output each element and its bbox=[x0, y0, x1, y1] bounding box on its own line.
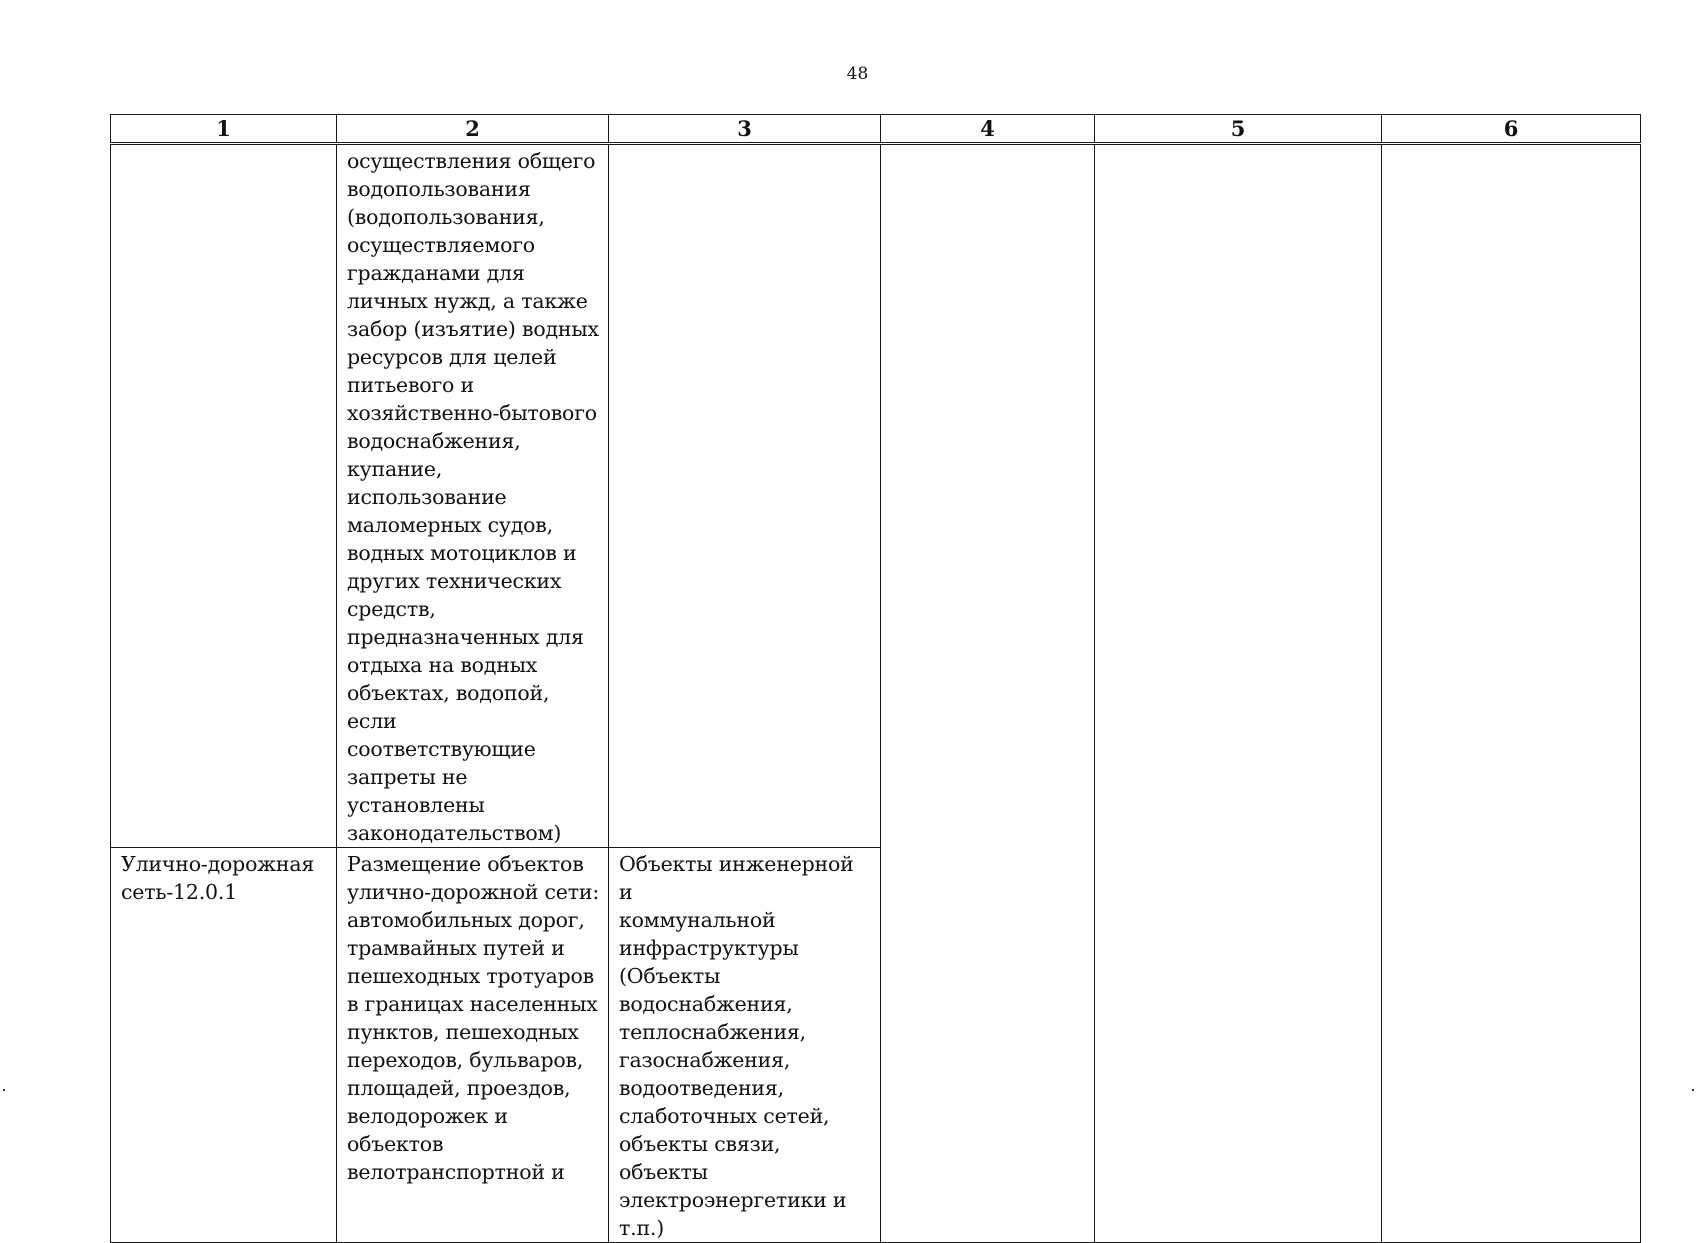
cell-text: осуществления общего водопользования (водопользования, осуществляемого гражданами для личных нужд, а также забор (изъятие) водных ресурсов для целей питьевого и хозяйственно-бытового водоснабжения, купание, использование маломерных судов, водных мотоциклов и других технических средств, предназначенных для отдыха на водных объектах, водопой, если соответствующие запреты не установлены законодательством) bbox=[347, 149, 599, 845]
column-header-5: 5 bbox=[1095, 115, 1382, 144]
scan-mark bbox=[3, 1089, 5, 1091]
column-header-6: 6 bbox=[1382, 115, 1641, 144]
cell-text bbox=[1095, 145, 1381, 147]
column-header-2: 2 bbox=[337, 115, 609, 144]
header-row bbox=[111, 115, 1641, 144]
column-header-4: 4 bbox=[881, 115, 1095, 144]
table-cell bbox=[337, 144, 609, 848]
cell-text bbox=[111, 145, 336, 147]
cell-text: Объекты инженерной и коммунальной инфраструктуры (Объекты водоснабжения, теплоснабжения, газоснабжения, водоотведения, слаботочных сетей, объекты связи, объекты электроэнергетики и т.п.) bbox=[619, 852, 854, 1240]
cell-text bbox=[1382, 145, 1640, 147]
table-cell-merged bbox=[1382, 144, 1641, 1243]
regulation-table bbox=[110, 114, 1641, 1243]
scan-mark bbox=[1692, 1089, 1694, 1091]
table-cell-merged bbox=[881, 144, 1095, 1243]
table-cell bbox=[609, 144, 881, 848]
page-number: 48 bbox=[846, 64, 869, 84]
cell-text bbox=[881, 145, 1094, 147]
column-header-3: 3 bbox=[609, 115, 881, 144]
table-cell bbox=[609, 848, 881, 1243]
cell-text: Размещение объектов улично-дорожной сети: автомобильных дорог, трамвайных путей и пешеходных тротуаров в границах населенных пунктов, пешеходных переходов, бульваров, площадей, проездов, велодорожек и объектов велотранспортной и bbox=[347, 852, 600, 1184]
table-cell bbox=[337, 848, 609, 1243]
table-cell-merged bbox=[1095, 144, 1382, 1243]
table-header bbox=[111, 115, 1641, 144]
table-cell bbox=[111, 144, 337, 848]
cell-text bbox=[609, 145, 880, 147]
column-header-1: 1 bbox=[111, 115, 337, 144]
table-cell bbox=[111, 848, 337, 1243]
table-row bbox=[111, 144, 1641, 848]
cell-text: Улично-дорожная сеть-12.0.1 bbox=[121, 852, 315, 904]
